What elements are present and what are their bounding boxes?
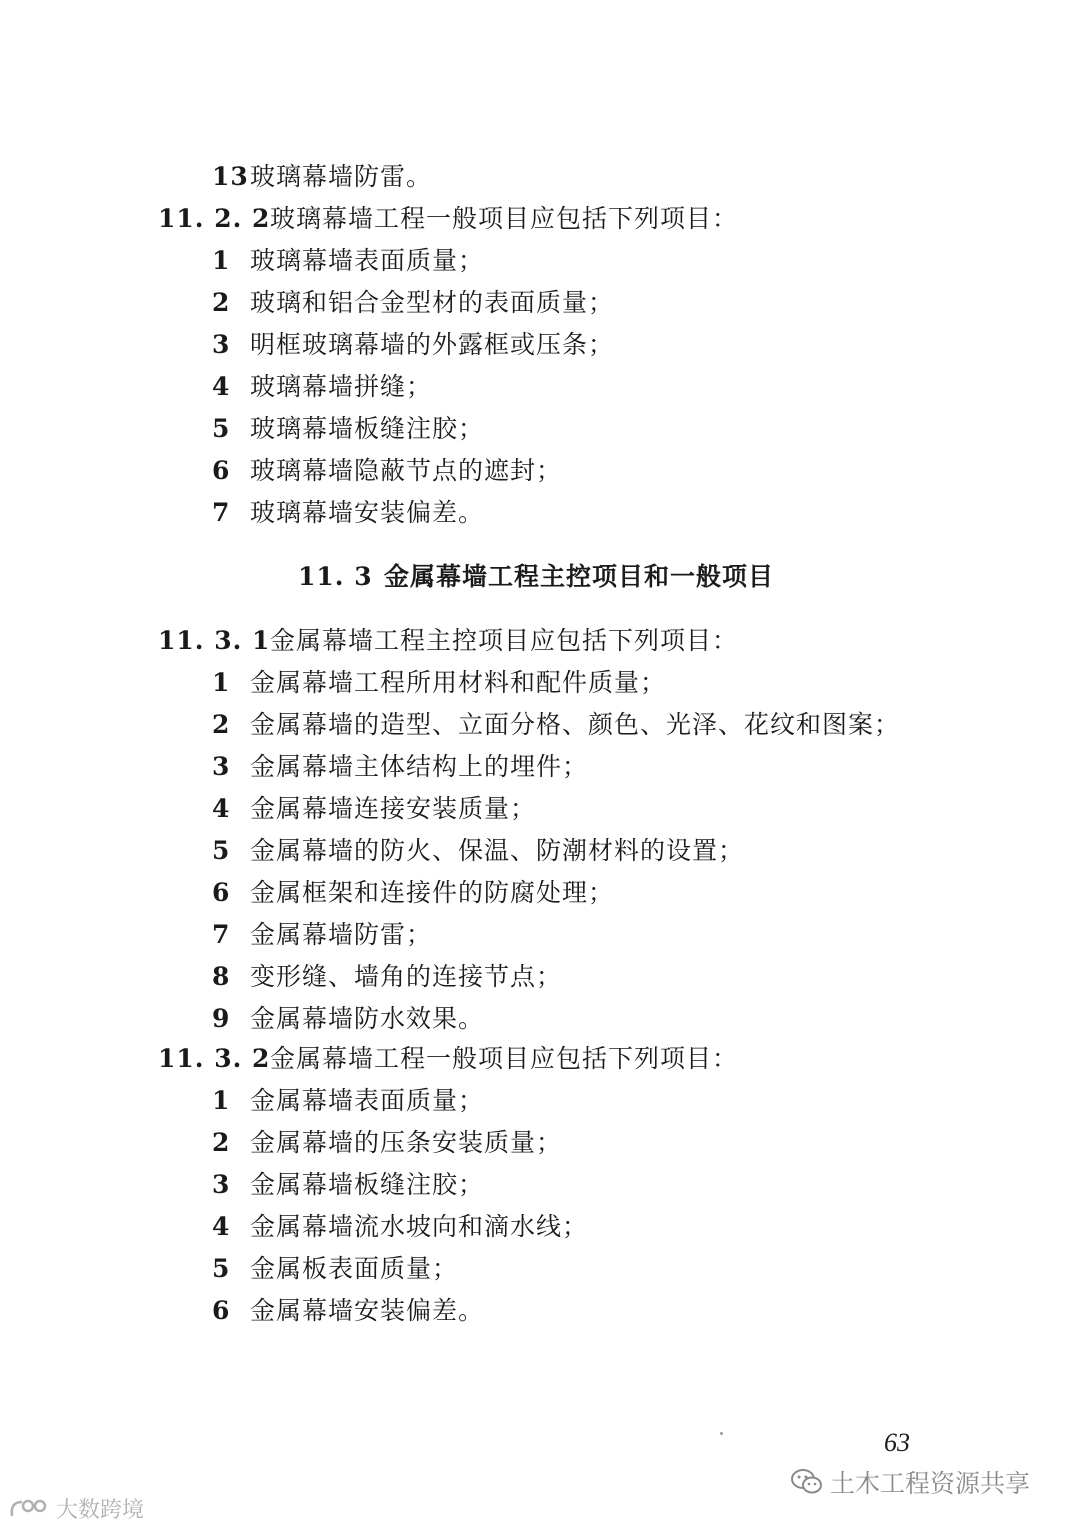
item-number: 5 [212,836,231,865]
item-text: 玻璃幕墙表面质量； [250,246,485,275]
item-number: 6 [212,456,231,485]
watermark-right [790,1464,1030,1500]
item-number: 5 [212,1254,231,1283]
list-item [212,1168,484,1202]
item-text: 金属幕墙主体结构上的埋件； [250,752,589,781]
list-item [212,792,536,826]
watermark-left-text: 大数跨境 [56,1498,145,1523]
item-number: 3 [212,1170,231,1199]
item-number: 9 [212,1004,231,1033]
item-text: 金属幕墙防水效果。 [250,1004,485,1033]
item-text: 玻璃幕墙板缝注胶； [250,414,485,443]
list-item [212,496,484,530]
item-text: 玻璃幕墙隐蔽节点的遮封； [250,456,563,485]
list-item [212,960,562,994]
brand-logo-icon [8,1496,52,1522]
clause-number: 11. 3. 2 [158,1044,271,1073]
item-text: 金属幕墙的防火、保温、防潮材料的设置； [250,836,745,865]
item-number: 5 [212,414,231,443]
wechat-icon [790,1468,824,1496]
item-text: 金属幕墙板缝注胶； [250,1170,485,1199]
item-text: 玻璃幕墙拼缝； [250,372,433,401]
item-number: 3 [212,330,231,359]
item-text: 玻璃幕墙安装偏差。 [250,498,485,527]
item-text: 金属框架和连接件的防腐处理； [250,878,615,907]
item-text: 金属幕墙工程所用材料和配件质量； [250,668,667,697]
heading-number: 11. 3 [298,562,373,591]
scan-speck [720,1432,723,1435]
list-item [212,370,432,404]
item-number: 1 [212,246,231,275]
clause-text: 金属幕墙工程主控项目应包括下列项目： [270,626,739,655]
list-item [212,876,614,910]
list-item [212,1002,484,1036]
list-item [212,1126,562,1160]
section-heading [298,560,774,594]
list-item [212,160,432,194]
clause-line [158,1042,738,1076]
list-item [212,750,588,784]
list-item [212,1210,588,1244]
item-text: 金属幕墙防雷； [250,920,433,949]
item-number: 6 [212,1296,231,1325]
item-text: 金属幕墙的压条安装质量； [250,1128,563,1157]
watermark-left [8,1493,144,1524]
item-number: 4 [212,1212,231,1241]
list-item [212,1252,458,1286]
item-number: 7 [212,920,231,949]
item-number: 1 [212,1086,231,1115]
clause-text: 玻璃幕墙工程一般项目应包括下列项目： [270,204,739,233]
item-text: 变形缝、墙角的连接节点； [250,962,563,991]
item-number: 3 [212,752,231,781]
item-text: 明框玻璃幕墙的外露框或压条； [250,330,615,359]
item-text: 金属幕墙安装偏差。 [250,1296,485,1325]
page-number: 63 [884,1428,910,1457]
item-text: 金属幕墙表面质量； [250,1086,485,1115]
item-text: 金属板表面质量； [250,1254,459,1283]
heading-text: 金属幕墙工程主控项目和一般项目 [384,562,775,591]
item-number: 8 [212,962,231,991]
item-number: 7 [212,498,231,527]
clause-number: 11. 2. 2 [158,204,271,233]
item-number: 6 [212,878,231,907]
item-number: 2 [212,710,231,739]
list-item [212,708,900,742]
list-item [212,286,614,320]
item-text: 金属幕墙的造型、立面分格、颜色、光泽、花纹和图案； [250,710,901,739]
item-text: 玻璃幕墙防雷。 [250,162,433,191]
list-item [212,454,562,488]
list-item [212,328,614,362]
item-text: 金属幕墙连接安装质量； [250,794,537,823]
item-text: 玻璃和铝合金型材的表面质量； [250,288,615,317]
list-item [212,412,484,446]
item-number: 2 [212,1128,231,1157]
item-number: 1 [212,668,231,697]
watermark-right-text: 土木工程资源共享 [830,1469,1031,1498]
clause-text: 金属幕墙工程一般项目应包括下列项目： [270,1044,739,1073]
clause-line [158,202,738,236]
item-text: 金属幕墙流水坡向和滴水线； [250,1212,589,1241]
item-number: 4 [212,372,231,401]
list-item [212,666,666,700]
item-number: 2 [212,288,231,317]
list-item [212,1294,484,1328]
list-item [212,244,484,278]
item-number: 4 [212,794,231,823]
clause-number: 11. 3. 1 [158,626,271,655]
list-item [212,1084,484,1118]
list-item [212,834,744,868]
item-number: 13 [212,162,249,191]
list-item [212,918,432,952]
clause-line [158,624,738,658]
